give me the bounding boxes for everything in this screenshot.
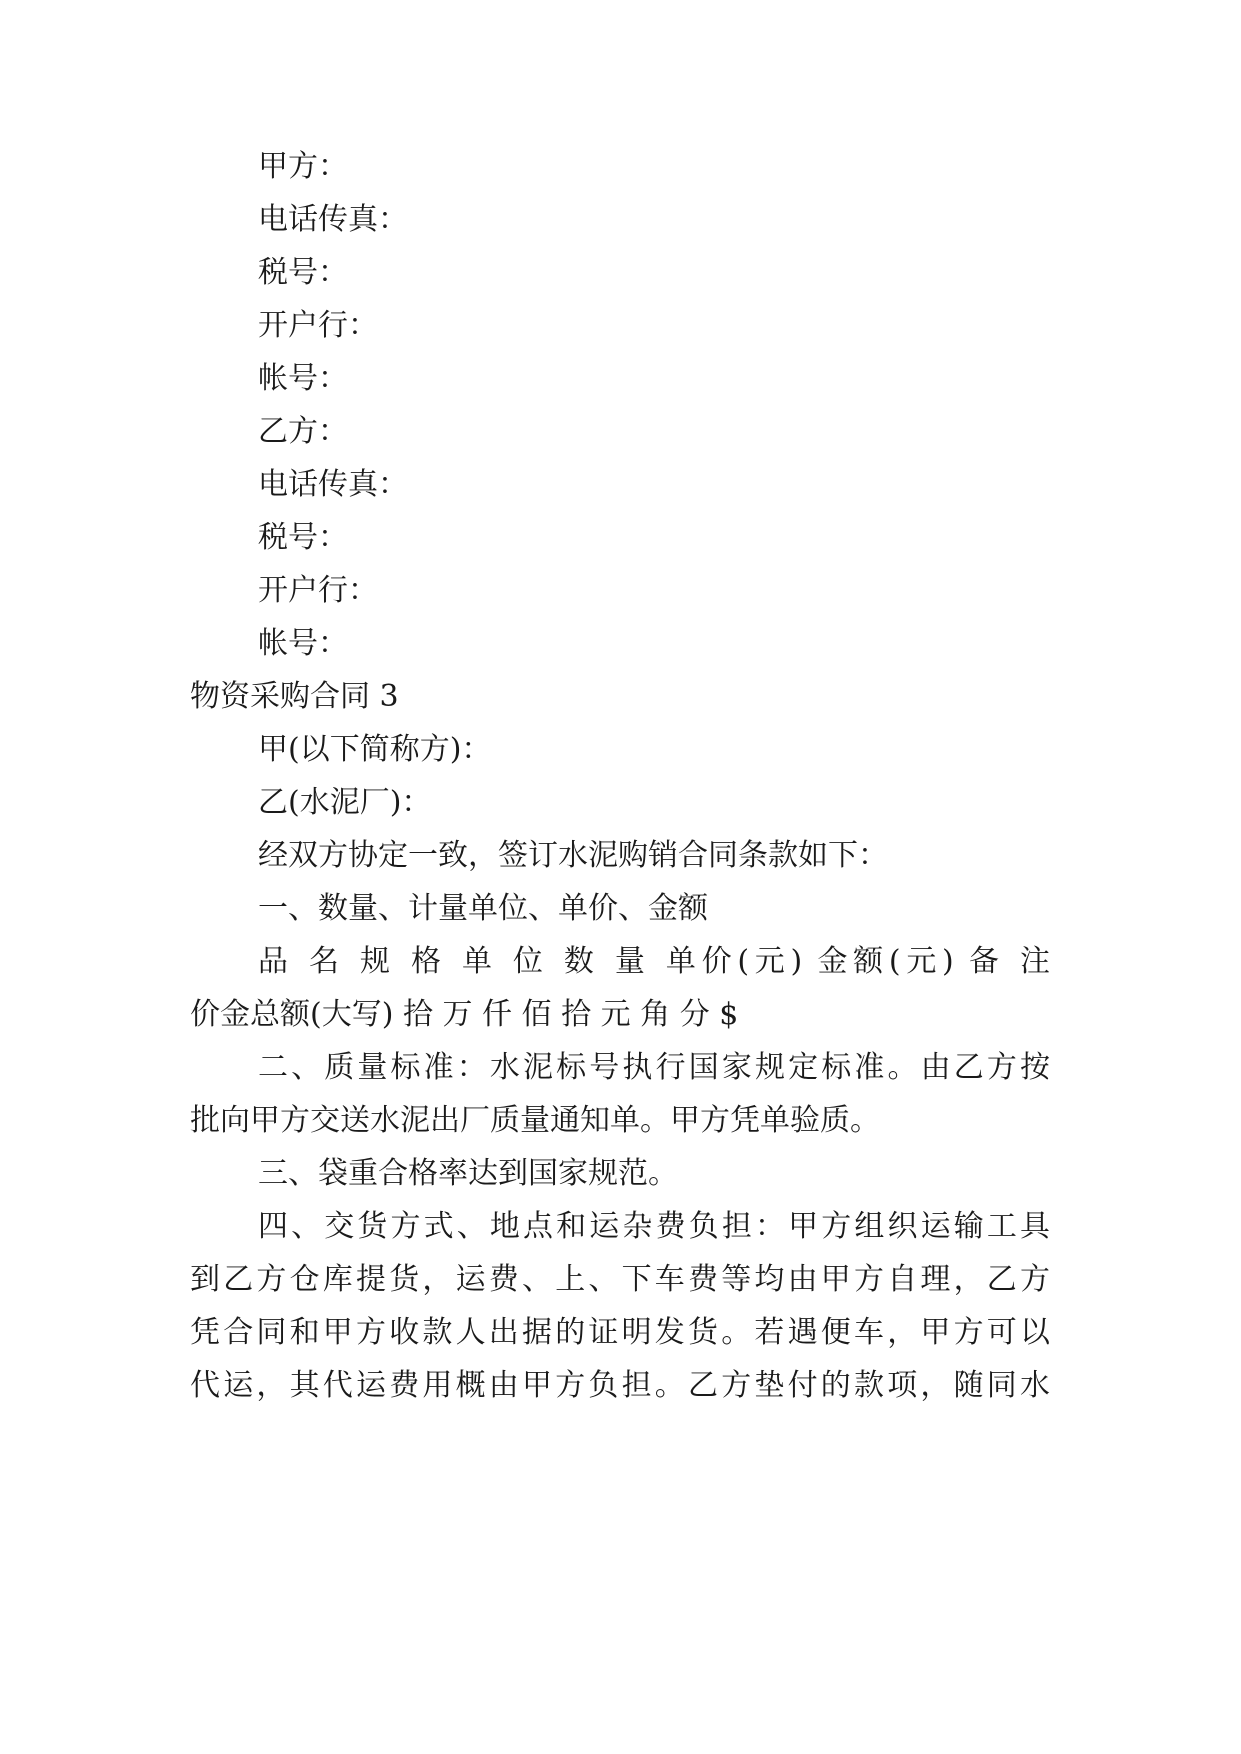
contract-intro: 经双方协定一致，签订水泥购销合同条款如下： <box>258 838 888 873</box>
party-b-account-label: 帐号： <box>258 626 348 661</box>
party-a-bank-label: 开户行： <box>258 308 378 343</box>
contract-party-a: 甲(以下简称方)： <box>258 732 492 767</box>
party-b-phone-fax-label: 电话传真： <box>258 467 408 502</box>
party-b-tax-no-label: 税号： <box>258 520 348 555</box>
party-a-account-label: 帐号： <box>258 361 348 396</box>
clause2-line1: 二、质量标准：水泥标号执行国家规定标准。由乙方按 <box>258 1050 1050 1085</box>
clause2-line2: 批向甲方交送水泥出厂质量通知单。甲方凭单验质。 <box>190 1103 880 1138</box>
party-a-tax-no-label: 税号： <box>258 255 348 290</box>
table-header-row: 品 名 规 格 单 位 数 量 单价(元) 金额(元) 备 注 <box>258 944 1050 979</box>
contract-party-b: 乙(水泥厂)： <box>258 785 432 820</box>
table-total-row: 价金总额(大写) 拾 万 仟 佰 拾 元 角 分 $ <box>190 997 739 1032</box>
party-b-label: 乙方： <box>258 414 348 449</box>
contract-title: 物资采购合同 3 <box>190 679 399 714</box>
party-b-bank-label: 开户行： <box>258 573 378 608</box>
clause4-line3: 凭合同和甲方收款人出据的证明发货。若遇便车，甲方可以 <box>190 1315 1050 1350</box>
clause1-heading: 一、数量、计量单位、单价、金额 <box>258 891 708 926</box>
clause3: 三、袋重合格率达到国家规范。 <box>258 1156 678 1191</box>
party-a-label: 甲方： <box>258 149 348 184</box>
clause4-line1: 四、交货方式、地点和运杂费负担：甲方组织运输工具 <box>258 1209 1050 1244</box>
clause4-line4: 代运，其代运费用概由甲方负担。乙方垫付的款项，随同水 <box>190 1368 1050 1403</box>
party-a-phone-fax-label: 电话传真： <box>258 202 408 237</box>
clause4-line2: 到乙方仓库提货，运费、上、下车费等均由甲方自理，乙方 <box>190 1262 1050 1297</box>
